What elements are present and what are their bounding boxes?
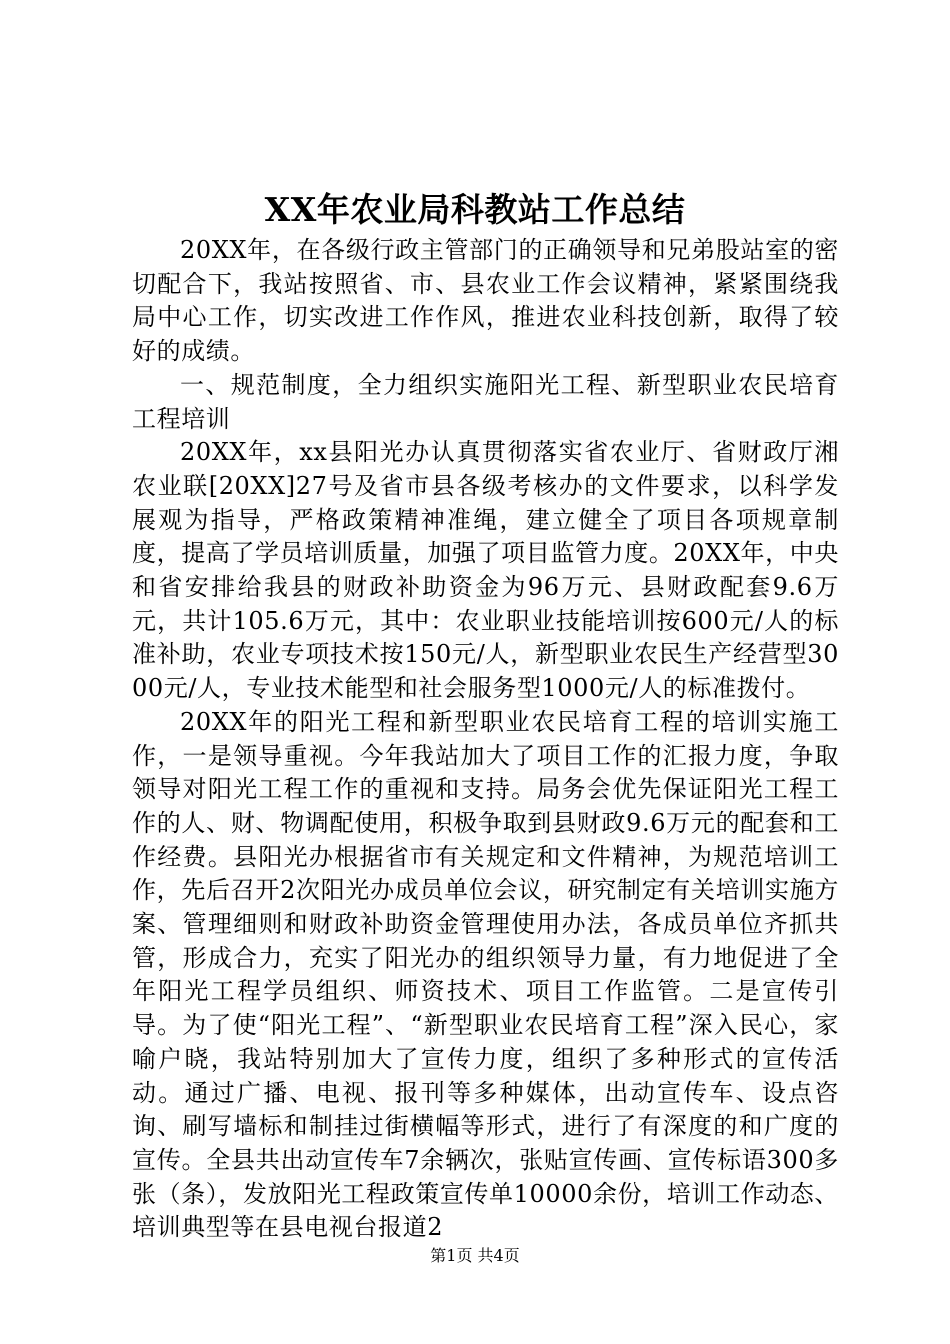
body-paragraph: 20XX年，xx县阳光办认真贯彻落实省农业厅、省财政厅湘农业联[20XX]27号及省市县各级考核办的文件要求，以科学发展观为指导，严格政策精神准绳，建立健全了项目各项规章制度，提高了学员培训质量，加强了项目监管力度。20XX年，中央和省安排给我县的财政补助资金为96万元、县财政配套9.6万元，共计105.6万元，其中：农业职业技能培训按600元/人的标准补助，农业专项技术按150元/人，新型职业农民生产经营型3000元/人，专业技术能型和社会服务型1000元/人的标准拨付。	[132, 438, 839, 703]
intro-paragraph: 20XX年，在各级行政主管部门的正确领导和兄弟股站室的密切配合下，我站按照省、市、县农业工作会议精神，紧紧围绕我局中心工作，切实改进工作作风，推进农业科技创新，取得了较好的成绩。	[132, 236, 839, 366]
document-body	[132, 234, 839, 1245]
document-title: XX年农业局科教站工作总结	[264, 190, 686, 229]
section-heading: 一、规范制度，全力组织实施阳光工程、新型职业农民培育工程培训	[132, 370, 839, 433]
page-number: 第1页 共4页	[430, 1246, 520, 1265]
body-paragraph: 20XX年的阳光工程和新型职业农民培育工程的培训实施工作，一是领导重视。今年我站加大了项目工作的汇报力度，争取领导对阳光工程工作的重视和支持。局务会优先保证阳光工程工作的人、财、物调配使用，积极争取到县财政9.6万元的配套和工作经费。县阳光办根据省市有关规定和文件精神，为规范培训工作，先后召开2次阳光办成员单位会议，研究制定有关培训实施方案、管理细则和财政补助资金管理使用办法，各成员单位齐抓共管，形成合力，充实了阳光办的组织领导力量，有力地促进了全年阳光工程学员组织、师资技术、项目工作监管。二是宣传引导。为了使“阳光工程”、“新型职业农民培育工程”深入民心，家喻户晓，我站特别加大了宣传力度，组织了多种形式的宣传活动。通过广播、电视、报刊等多种媒体，出动宣传车、设点咨询、刷写墙标和制挂过街横幅等形式，进行了有深度的和广度的宣传。全县共出动宣传车7余辆次，张贴宣传画、宣传标语300多张（条），发放阳光工程政策宣传单10000余份，培训工作动态、培训典型等在县电视台报道2	[132, 707, 839, 1242]
